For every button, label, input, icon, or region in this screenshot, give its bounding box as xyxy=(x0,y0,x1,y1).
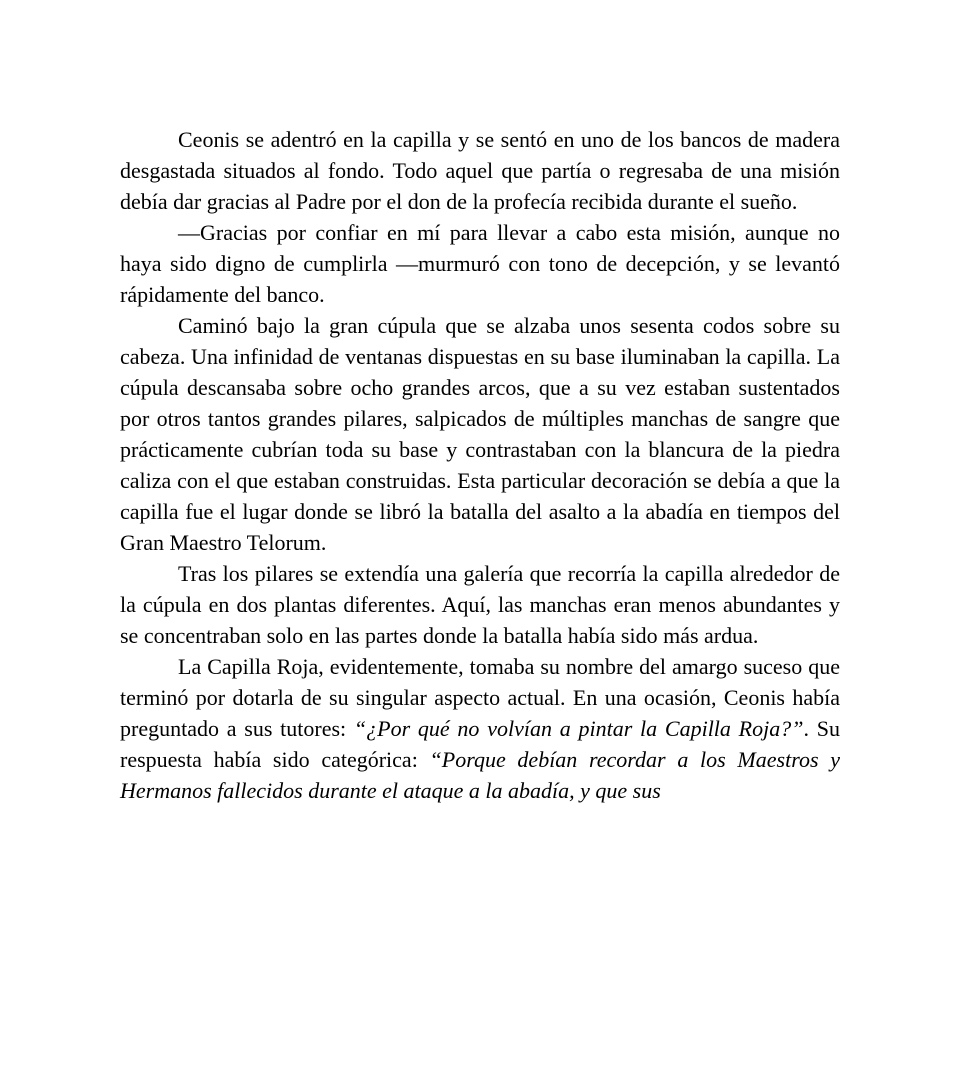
text-segment: —Gracias por confiar en mí para llevar a cabo esta misión, aunque no haya sido digno de cumplirla —murmuró con tono de decepción, y se levantó rápidamente del banco. xyxy=(120,220,840,307)
paragraph xyxy=(120,310,840,558)
text-segment: Tras los pilares se extendía una galería que recorría la capilla alrededor de la cúpula en dos plantas diferentes. Aquí, las manchas eran menos abundantes y se concentraban solo en las partes donde la batalla había sido más ardua. xyxy=(120,561,840,648)
italic-quote-segment: “¿Por qué no volvían a pintar la Capilla Roja?” xyxy=(353,716,804,741)
paragraph xyxy=(120,124,840,217)
text-segment: . Su respuesta había sido categórica: xyxy=(120,716,840,772)
paragraph xyxy=(120,651,840,806)
text-segment: Caminó bajo la gran cúpula que se alzaba unos sesenta codos sobre su cabeza. Una infinidad de ventanas dispuestas en su base iluminaban la capilla. La cúpula descansaba sobre ocho grandes arcos, que a su vez estaban sustentados por otros tantos grandes pilares, salpicados de múltiples manchas de sangre que prácticamente cubrían toda su base y contrastaban con la blancura de la piedra caliza con el que estaban construidas. Esta particular decoración se debía a que la capilla fue el lugar donde se libró la batalla del asalto a la abadía en tiempos del Gran Maestro Telorum. xyxy=(120,313,840,555)
text-block xyxy=(120,124,840,806)
text-segment: La Capilla Roja, evidentemente, tomaba su nombre del amargo suceso que terminó por dotarla de su singular aspecto actual. En una ocasión, Ceonis había preguntado a sus tutores: xyxy=(120,654,840,741)
italic-quote-segment: “Porque debían recordar a los Maestros y Hermanos fallecidos durante el ataque a la abadía, y que sus xyxy=(120,747,840,803)
text-segment: Ceonis se adentró en la capilla y se sentó en uno de los bancos de madera desgastada situados al fondo. Todo aquel que partía o regresaba de una misión debía dar gracias al Padre por el don de la profecía recibida durante el sueño. xyxy=(120,127,840,214)
paragraph xyxy=(120,217,840,310)
paragraph xyxy=(120,558,840,651)
